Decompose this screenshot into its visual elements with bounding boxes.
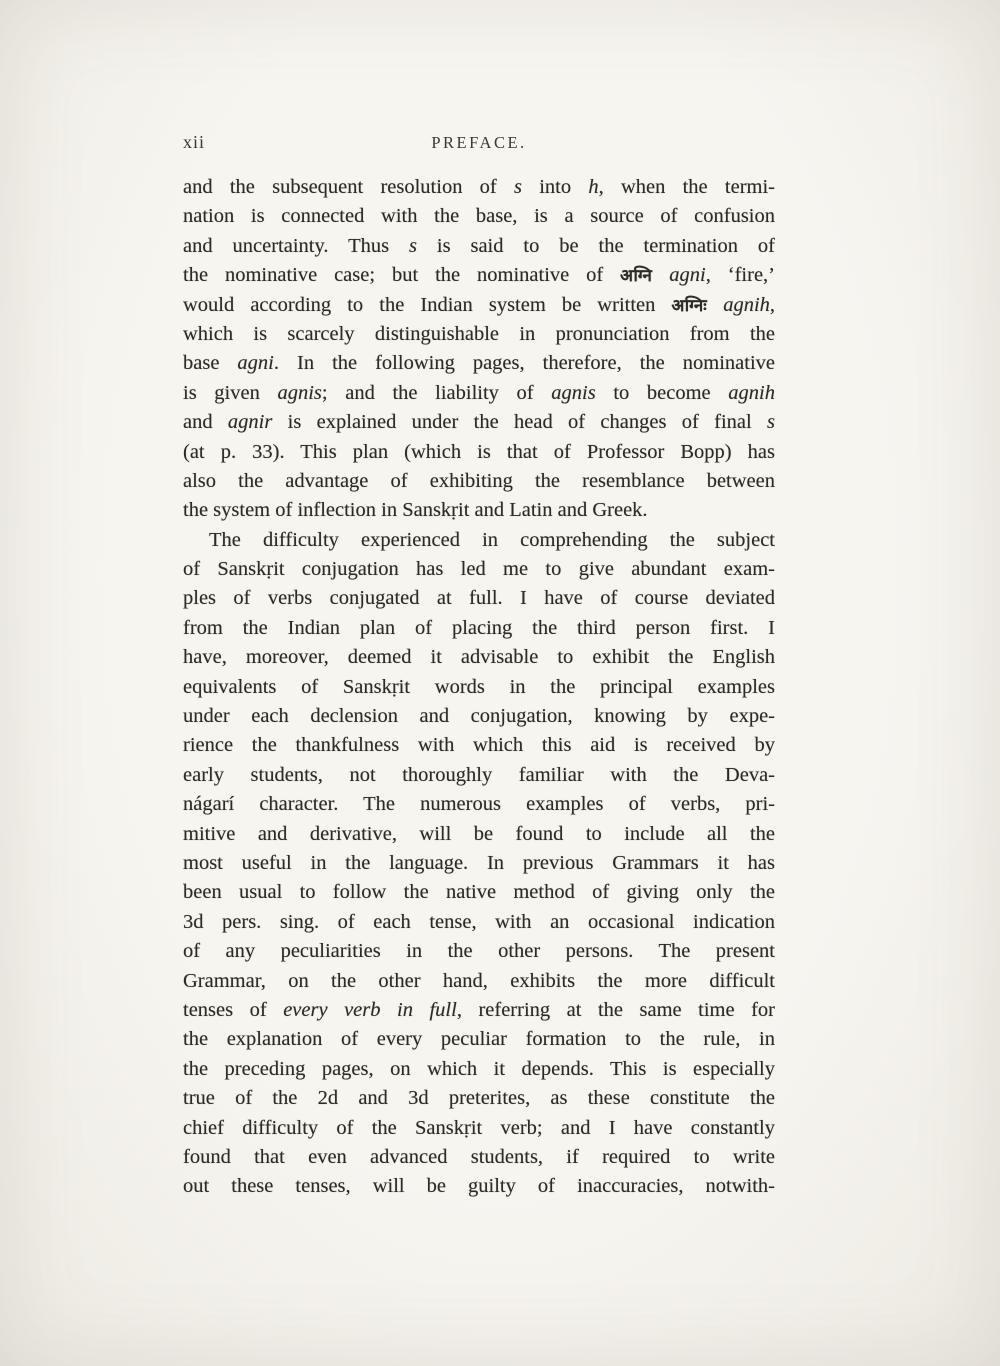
text-line: [183, 291, 775, 320]
text-run: 3d pers. sing. of each tense, with an occasional indication: [183, 910, 775, 933]
text-line: [183, 1172, 775, 1201]
italic-text-run: s: [767, 411, 775, 434]
text-run: under each declension and conjugation, knowing by expe-: [183, 705, 775, 728]
text-run: found that even advanced students, if required to write: [183, 1145, 775, 1168]
text-run: of Sanskṛit conjugation has led me to give abundant exam-: [183, 558, 775, 581]
text-line: [183, 673, 775, 702]
text-line: [183, 996, 775, 1025]
text-run: would according to the Indian system be written: [183, 293, 672, 316]
italic-text-run: s: [514, 176, 522, 198]
text-line: [183, 320, 775, 349]
text-run: base: [183, 352, 238, 375]
text-line: [183, 820, 775, 849]
italic-text-run: s: [408, 234, 417, 257]
text-run: and uncertainty. Thus: [183, 234, 409, 257]
text-run: have, moreover, deemed it advisable to exhibit the English: [183, 646, 775, 669]
text-run: and the subsequent resolution of: [183, 176, 514, 198]
text-line: [183, 790, 775, 819]
text-run: is said to be the termination of: [416, 234, 775, 257]
text-run: the nominative case; but the nominative of: [183, 264, 621, 287]
italic-text-run: agnis: [277, 381, 322, 404]
text-run: of any peculiarities in the other persons. The present: [183, 940, 775, 963]
text-line: [183, 731, 775, 760]
text-line: [183, 878, 775, 907]
text-run: out these tenses, will be guilty of inaccuracies, notwith-: [183, 1175, 775, 1198]
text-line: [183, 408, 775, 437]
italic-text-run: agnih: [728, 381, 775, 404]
text-run: , when the termi-: [598, 176, 775, 198]
text-line: [183, 584, 775, 613]
text-line: [183, 467, 775, 496]
italic-text-run: agnih: [723, 293, 770, 316]
text-run: equivalents of Sanskṛit words in the principal examples: [183, 675, 775, 698]
text-run: tenses of: [183, 998, 284, 1021]
text-line: [183, 173, 775, 202]
text-line: [183, 702, 775, 731]
text-run: into: [521, 176, 589, 198]
text-line: [183, 967, 775, 996]
text-line: [183, 1143, 775, 1172]
text-run: ,: [769, 293, 775, 316]
text-run: The difficulty experienced in comprehending the subject: [209, 528, 775, 551]
text-line: [183, 937, 775, 966]
text-line: [183, 202, 775, 231]
text-line: [183, 643, 775, 672]
text-line: [183, 849, 775, 878]
text-line: [183, 526, 775, 555]
text-run: nágarí character. The numerous examples of verbs, pri-: [183, 793, 775, 816]
text-line: [183, 614, 775, 643]
text-line: [183, 761, 775, 790]
text-line: [183, 379, 775, 408]
text-run: , referring at the same time for: [456, 998, 775, 1021]
italic-text-run: agni: [669, 264, 706, 287]
text-run: chief difficulty of the Sanskṛit verb; and I have constantly: [183, 1116, 775, 1139]
text-run: been usual to follow the native method of giving only the: [183, 881, 775, 904]
text-run: is explained under the head of changes of final: [272, 411, 768, 434]
text-run: Grammar, on the other hand, exhibits the more difficult: [183, 969, 775, 992]
text-run: is given: [183, 381, 278, 404]
devanagari-word: अग्निः: [671, 295, 708, 315]
text-line: [183, 349, 775, 378]
text-run: and: [183, 411, 228, 434]
text-line: [183, 232, 775, 261]
text-run: to become: [595, 381, 729, 404]
text-run: most useful in the language. In previous Grammars it has: [183, 851, 775, 874]
text-run: ; and the liability of: [321, 381, 552, 404]
text-run: true of the 2d and 3d preterites, as these constitute the: [183, 1087, 775, 1110]
text-line: [183, 1084, 775, 1113]
text-line: [183, 496, 775, 525]
text-run: [707, 294, 723, 316]
page-number: xii: [183, 132, 206, 152]
text-line: [183, 908, 775, 937]
italic-text-run: agnis: [551, 381, 596, 404]
text-run: the system of inflection in Sanskṛit and Latin and Greek.: [183, 499, 648, 522]
text-run: which is scarcely distinguishable in pronunciation from the: [183, 322, 775, 345]
text-run: early students, not thoroughly familiar with the Deva-: [183, 763, 775, 786]
running-head: [183, 132, 775, 158]
page-title: PREFACE.: [431, 133, 527, 152]
text-block: [183, 173, 775, 1202]
text-run: [652, 264, 669, 286]
text-line: [183, 438, 775, 467]
text-run: rience the thankfulness with which this aid is received by: [183, 734, 775, 757]
italic-text-run: h: [588, 176, 599, 198]
text-run: the preceding pages, on which it depends. This is especially: [183, 1057, 775, 1080]
text-line: [183, 555, 775, 584]
italic-text-run: every verb in full: [283, 998, 457, 1021]
text-run: mitive and derivative, will be found to include all the: [183, 822, 775, 845]
text-run: from the Indian plan of placing the third person first. I: [183, 616, 775, 639]
text-run: ples of verbs conjugated at full. I have of course deviated: [183, 587, 775, 610]
text-line: [183, 1025, 775, 1054]
text-line: [183, 1055, 775, 1084]
text-run: the explanation of every peculiar formation to the rule, in: [183, 1028, 775, 1051]
text-line: [183, 261, 775, 290]
text-run: . In the following pages, therefore, the nominative: [273, 352, 775, 375]
italic-text-run: agni: [237, 352, 274, 375]
text-run: (at p. 33). This plan (which is that of Professor Bopp) has: [183, 440, 775, 463]
text-line: [183, 1114, 775, 1143]
text-run: , ‘fire,’: [705, 264, 775, 287]
text-run: also the advantage of exhibiting the resemblance between: [183, 469, 775, 492]
italic-text-run: agnir: [227, 411, 273, 434]
text-run: nation is connected with the base, is a source of confusion: [183, 205, 775, 228]
devanagari-word: अग्नि: [620, 266, 653, 286]
